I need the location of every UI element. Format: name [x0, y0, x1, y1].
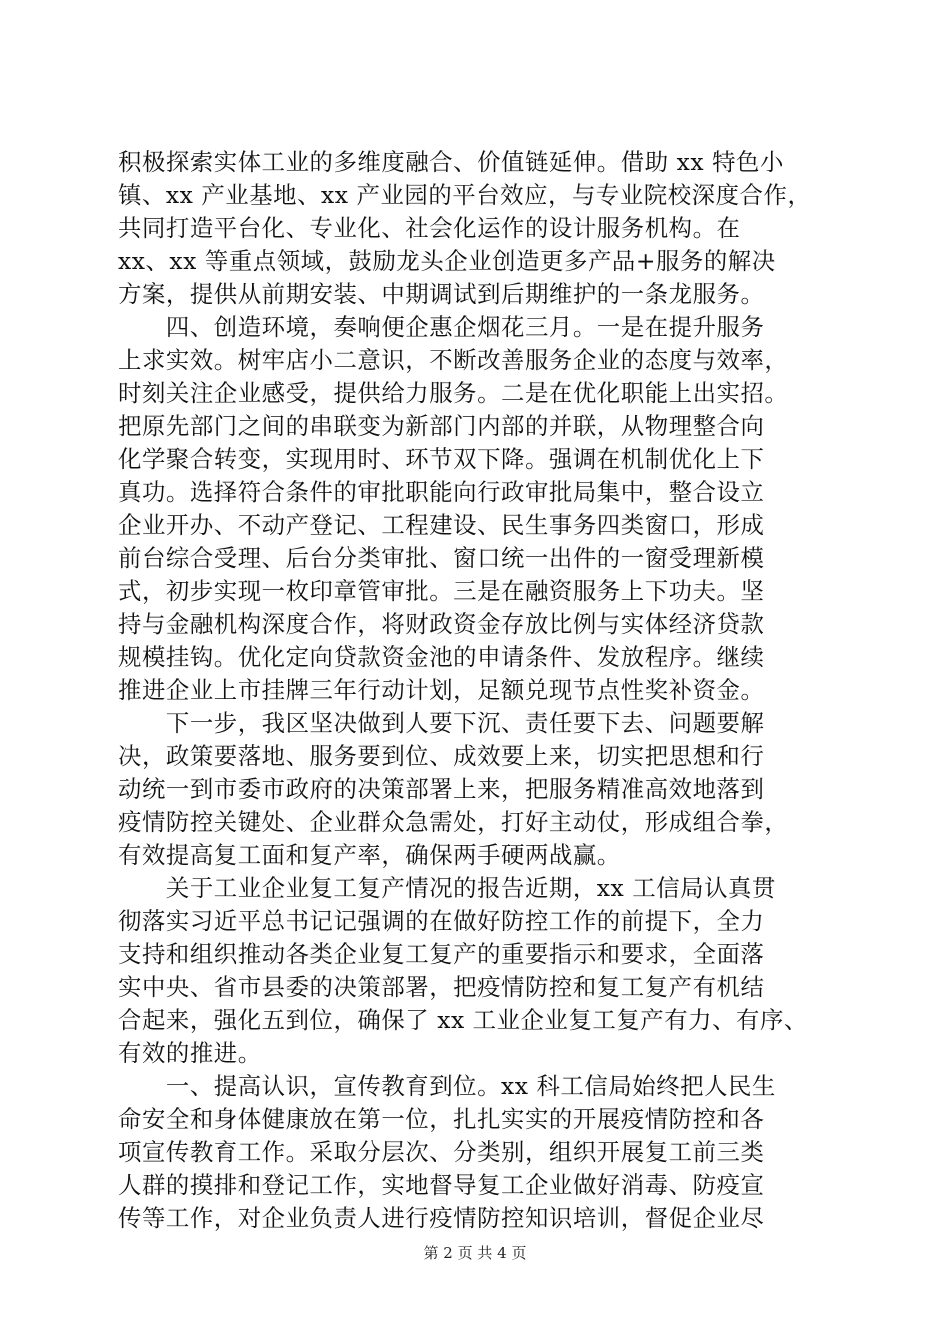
text-line: 积极探索实体工业的多维度融合、价值链延伸。借助 xx 特色小	[118, 148, 784, 176]
text-line: 实中央、省市县委的决策部署，把疫情防控和复工复产有机结	[118, 973, 765, 1001]
text-line: 镇、xx 产业基地、xx 产业园的平台效应，与专业院校深度合作，	[118, 181, 812, 209]
text-line: xx、xx 等重点领域，鼓励龙头企业创造更多产品+服务的解决	[118, 247, 776, 275]
text-line: 上求实效。树牢店小二意识，不断改善服务企业的态度与效率，	[118, 346, 789, 374]
text-line: 时刻关注企业感受，提供给力服务。二是在优化职能上出实招。	[118, 379, 789, 407]
text-line: 传等工作，对企业负责人进行疫情防控知识培训，督促企业尽	[118, 1204, 765, 1232]
text-line: 前台综合受理、后台分类审批、窗口统一出件的一窗受理新模	[118, 544, 765, 572]
page-footer: 第 2 页 共 4 页	[423, 1244, 527, 1262]
text-line: 式，初步实现一枚印章管审批。三是在融资服务上下功夫。坚	[118, 577, 765, 605]
text-line: 人群的摸排和登记工作，实地督导复工企业做好消毒、防疫宣	[118, 1171, 765, 1199]
text-line: 决，政策要落地、服务要到位、成效要上来，切实把思想和行	[118, 742, 765, 770]
text-line: 真功。选择符合条件的审批职能向行政审批局集中，整合设立	[118, 478, 765, 506]
text-line: 四、创造环境，奏响便企惠企烟花三月。一是在提升服务	[118, 313, 765, 341]
text-line: 下一步，我区坚决做到人要下沉、责任要下去、问题要解	[118, 709, 765, 737]
text-line: 推进企业上市挂牌三年行动计划，足额兑现节点性奖补资金。	[118, 676, 765, 704]
body-text	[118, 146, 834, 1235]
text-line: 有效提高复工面和复产率，确保两手硬两战赢。	[118, 841, 621, 869]
text-line: 企业开办、不动产登记、工程建设、民生事务四类窗口，形成	[118, 511, 765, 539]
text-line: 规模挂钩。优化定向贷款资金池的申请条件、发放程序。继续	[118, 643, 765, 671]
text-line: 把原先部门之间的串联变为新部门内部的并联，从物理整合向	[118, 412, 765, 440]
text-line: 共同打造平台化、专业化、社会化运作的设计服务机构。在	[118, 214, 741, 242]
text-line: 命安全和身体健康放在第一位，扎扎实实的开展疫情防控和各	[118, 1105, 765, 1133]
text-line: 支持和组织推动各类企业复工复产的重要指示和要求，全面落	[118, 940, 765, 968]
text-line: 项宣传教育工作。采取分层次、分类别，组织开展复工前三类	[118, 1138, 765, 1166]
text-line: 关于工业企业复工复产情况的报告近期，xx 工信局认真贯	[118, 874, 776, 902]
text-line: 动统一到市委市政府的决策部署上来，把服务精准高效地落到	[118, 775, 765, 803]
text-line: 持与金融机构深度合作，将财政资金存放比例与实体经济贷款	[118, 610, 765, 638]
text-line: 合起来，强化五到位，确保了 xx 工业企业复工复产有力、有序、	[118, 1006, 808, 1034]
text-line: 方案，提供从前期安装、中期调试到后期维护的一条龙服务。	[118, 280, 765, 308]
text-line: 有效的推进。	[118, 1039, 262, 1067]
text-line: 彻落实习近平总书记记强调的在做好防控工作的前提下，全力	[118, 907, 765, 935]
text-line: 疫情防控关键处、企业群众急需处，打好主动仗，形成组合拳，	[118, 808, 789, 836]
text-line: 化学聚合转变，实现用时、环节双下降。强调在机制优化上下	[118, 445, 765, 473]
text-line: 一、提高认识，宣传教育到位。xx 科工信局始终把人民生	[118, 1072, 776, 1100]
